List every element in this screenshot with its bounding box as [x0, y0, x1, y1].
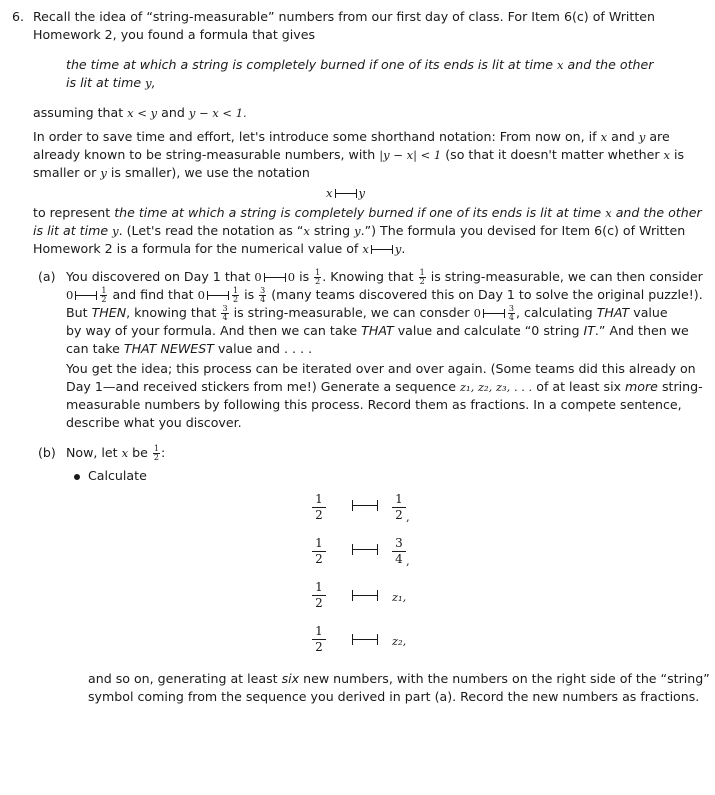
fraction-one-half: $\frac{1}{2}$: [232, 286, 239, 304]
part-a-line-4: by way of your formula. And then we can take THAT value and calculate “0 string IT.” And then we: [66, 323, 689, 338]
shorthand-line-2: already known to be string-measurable numbers, with |y − x| < 1 (so that it doesn't matter whether x is: [33, 147, 685, 162]
string-symbol-icon: [352, 500, 378, 512]
row-4-left-fraction: 1 2: [312, 624, 326, 655]
string-symbol-icon: [483, 309, 505, 319]
closing-line-2: symbol coming from the sequence you derived in part (a). Record the new numbers as fractions.: [88, 689, 700, 704]
string-symbol-icon: [207, 291, 229, 301]
row-2-right-fraction: 3 4: [392, 536, 406, 567]
part-b-label: (b): [38, 445, 56, 460]
string-symbol-icon: [335, 189, 357, 199]
row-3-right-var: z₁,: [392, 590, 407, 604]
string-symbol-icon: [352, 544, 378, 556]
fraction-one-half: $\frac{1}{2}$: [419, 268, 425, 286]
fraction-one-half: $\frac{1}{2}$: [315, 268, 321, 286]
fraction-three-quarters: $\frac{3}{4}$: [222, 304, 228, 322]
part-a-para2-line-2: Day 1—and received stickers from me!) Generate a sequence z₁, z₂, z₃, . . . of at least six more string-: [66, 379, 703, 394]
row-2-suffix: ,: [406, 554, 410, 568]
bullet-calculate: Calculate: [74, 467, 147, 485]
closing-line-1: and so on, generating at least six new numbers, with the numbers on the right side of the “string”: [88, 671, 710, 686]
string-symbol-icon: [352, 590, 378, 602]
part-a-line-5: can take THAT NEWEST value and . . . .: [66, 341, 313, 356]
bullet-icon: [74, 474, 80, 480]
row-1-right-fraction: 1 2: [392, 492, 406, 523]
string-symbol-icon: [352, 634, 378, 646]
intro-line-1: Recall the idea of “string-measurable” numbers from our first day of class. For Item 6(c) of Written: [33, 9, 656, 24]
part-a-label: (a): [38, 269, 56, 284]
string-symbol-icon: [371, 245, 393, 255]
fraction-three-quarters: $\frac{3}{4}$: [260, 286, 266, 304]
fraction-one-half: $\frac{1}{2}$: [101, 286, 107, 304]
notation-display: x y: [326, 186, 365, 200]
part-a-para2-line-1: You get the idea; this process can be iterated over and over again. (Some teams did this already on: [66, 361, 696, 376]
part-a-para2-line-4: describe what you discover.: [66, 415, 242, 430]
string-symbol-icon: [264, 273, 286, 283]
shorthand-line-1: In order to save time and effort, let's introduce some shorthand notation: From now on, if x and y are: [33, 129, 670, 144]
row-1-suffix: ,: [406, 510, 410, 524]
quote-line-2: is lit at time y,: [66, 75, 156, 90]
row-1-left-fraction: 1 2: [312, 492, 326, 523]
intro-line-2: Homework 2, you found a formula that gives: [33, 27, 316, 42]
string-symbol-icon: [75, 291, 97, 301]
part-b-intro: Now, let x be $\frac{1}{2}$ :: [66, 444, 166, 462]
problem-number: 6.: [12, 9, 25, 24]
represent-line-1: to represent the time at which a string is completely burned if one of its ends is lit at time x and the other: [33, 205, 702, 220]
part-a-line-2: 0 $\frac{1}{2}$ and find that 0 $\frac{1}{2}$ is $\frac{3}{4}$ (many teams discovered this on Day 1 to solve the original puzzle!).: [66, 286, 703, 304]
represent-line-3: Homework 2 is a formula for the numerical value of x y.: [33, 241, 406, 256]
represent-line-2: is lit at time y. (Let's read the notation as “x string y.”) The formula you devised for Item 6(c) of Written: [33, 223, 686, 238]
shorthand-line-3: smaller or y is smaller), we use the notation: [33, 165, 310, 180]
row-4-right-var: z₂,: [392, 634, 407, 648]
part-a-line-3: But THEN, knowing that $\frac{3}{4}$ is string-measurable, we can consder 0 $\frac{3}{4}$ , calculating THAT value: [66, 304, 668, 322]
fraction-three-quarters: $\frac{3}{4}$: [508, 304, 514, 322]
row-3-left-fraction: 1 2: [312, 580, 326, 611]
part-a-para2-line-3: measurable numbers by following this process. Record them as fractions. In a compete sentence,: [66, 397, 682, 412]
assumption-line: assuming that x < y and y − x < 1.: [33, 105, 247, 120]
fraction-one-half: $\frac{1}{2}$: [153, 444, 160, 462]
part-a-line-1: You discovered on Day 1 that 0 0 is $\frac{1}{2}$ . Knowing that $\frac{1}{2}$ is string-measurable, we can then consider: [66, 268, 703, 286]
row-2-left-fraction: 1 2: [312, 536, 326, 567]
quote-line-1: the time at which a string is completely burned if one of its ends is lit at time x and the other: [66, 57, 654, 72]
